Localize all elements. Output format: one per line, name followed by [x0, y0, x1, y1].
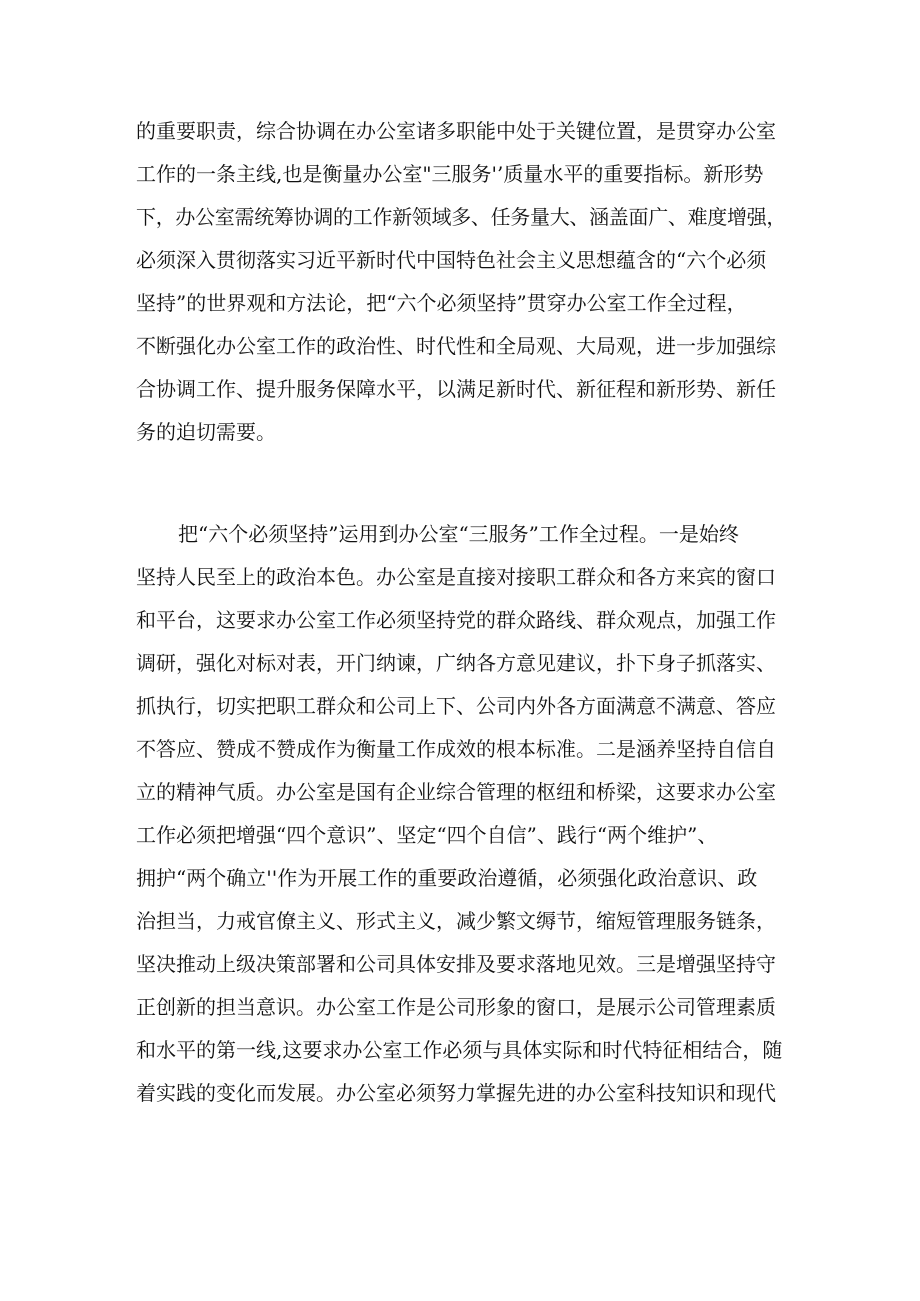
paragraph-2-line-4: 调研，强化对标对表，开门纳谏，广纳各方意见建议，扑下身子抓落实、 — [136, 651, 776, 675]
paragraph-1-line-1: 的重要职责，综合协调在办公室诸多职能中处于关键位置，是贯穿办公室 — [136, 119, 776, 143]
paragraph-1-line-4: 必须深入贯彻落实习近平新时代中国特色社会主义思想蕴含的“六个必须 — [136, 248, 767, 272]
paragraph-1-line-8: 务的迫切需要。 — [136, 420, 276, 444]
paragraph-2-line-3: 和平台，这要求办公室工作必须坚持党的群众路线、群众观点，加强工作 — [136, 608, 776, 632]
paragraph-1-line-2: 工作的一条主线,也是衡量办公室"三服务'’质量水平的重要指标。新形势 — [136, 162, 764, 186]
paragraph-1-line-3: 下，办公室需统筹协调的工作新领域多、任务量大、涵盖面广、难度增强， — [136, 205, 787, 229]
paragraph-1-line-6: 不断强化办公室工作的政治性、时代性和全局观、大局观，进一步加强综 — [136, 334, 776, 358]
paragraph-2-line-11: 坚决推动上级决策部署和公司具体安排及要求落地见效。三是增强坚持守 — [136, 952, 776, 976]
paragraph-2-line-10: 治担当，力戒官僚主义、形式主义，减少繁文缛节，缩短管理服务链条， — [136, 909, 776, 933]
paragraph-2-line-7: 立的精神气质。办公室是国有企业综合管理的枢纽和桥梁，这要求办公室 — [136, 780, 776, 804]
paragraph-2-line-5: 抓执行，切实把职工群众和公司上下、公司内外各方面满意不满意、答应 — [136, 694, 776, 718]
paragraph-2-line-6: 不答应、赞成不赞成作为衡量工作成效的根本标准。二是涵养坚持自信自 — [136, 737, 776, 761]
paragraph-2-line-9: 拥护“两个确立''作为开展工作的重要政治遵循，必须强化政治意识、政 — [136, 866, 758, 890]
paragraph-2-line-14: 着实践的变化而发展。办公室必须努力掌握先进的办公室科技知识和现代 — [136, 1081, 776, 1105]
paragraph-2-line-1: 把“六个必须坚持”运用到办公室“三服务”工作全过程。一是始终 — [178, 522, 739, 546]
paragraph-1-line-7: 合协调工作、提升服务保障水平，以满足新时代、新征程和新形势、新任 — [136, 377, 776, 401]
paragraph-1-line-5: 坚持”的世界观和方法论，把“六个必须坚持”贯穿办公室工作全过程， — [136, 291, 747, 315]
paragraph-2-line-12: 正创新的担当意识。办公室工作是公司形象的窗口，是展示公司管理素质 — [136, 995, 776, 1019]
paragraph-2-line-8: 工作必须把增强“四个意识”、坚定“四个自信”、践行“两个维护”、 — [136, 823, 718, 847]
paragraph-2-line-2: 坚持人民至上的政治本色。办公室是直接对接职工群众和各方来宾的窗口 — [136, 565, 776, 589]
paragraph-2-line-13: 和水平的第一线,这要求办公室工作必须与具体实际和时代特征相结合，随 — [136, 1038, 783, 1062]
